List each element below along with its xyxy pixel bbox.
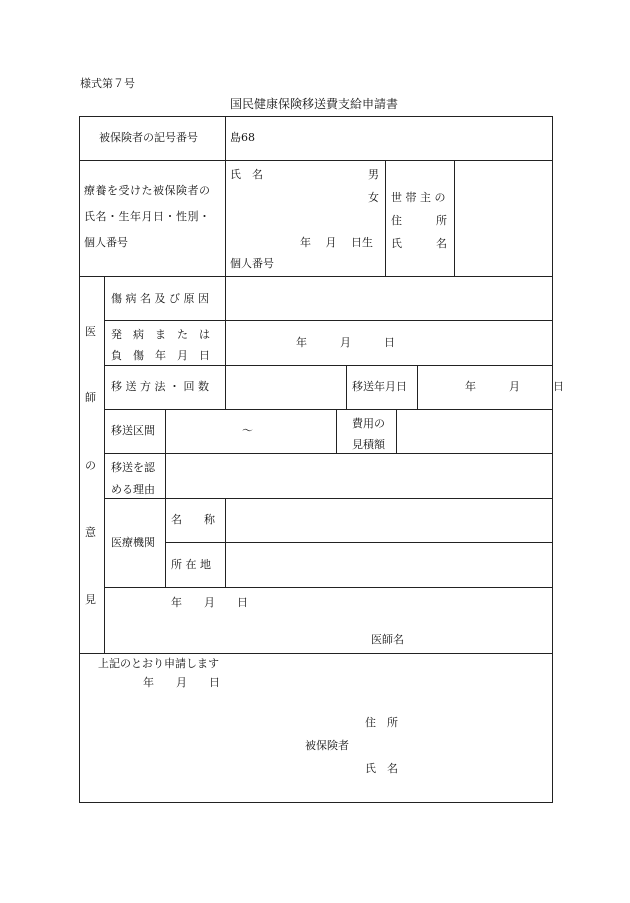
patient-label-line2: 氏名・生年月日・性別・ [84,210,211,223]
household-head-label: 世 帯 主 の [391,191,446,204]
transport-section-value: ～ [242,424,253,437]
form-number: 様式第７号 [80,77,135,90]
opinion-date: 年 月 日 [171,596,248,609]
transport-method-label: 移 送 方 法 ・ 回 数 [111,380,209,393]
transport-section-label: 移送区間 [111,424,155,437]
birth-date: 年 月 日生 [300,236,373,249]
onset-label-line2: 負 傷 年 月 日 [111,349,210,362]
institution-name-label: 名 称 [171,513,215,526]
doctor-name-label: 医師名 [371,633,404,646]
institution-address-label: 所 在 地 [171,558,211,571]
patient-label-line3: 個人番号 [84,236,128,249]
applicant-insured-label: 被保険者 [305,739,349,752]
side-char-5: 見 [85,593,96,606]
household-name-label-b: 名 [436,237,447,250]
household-address-label-b: 所 [436,214,447,227]
applicant-name-label: 氏 名 [365,762,398,775]
institution-label: 医療機関 [111,536,155,549]
application-date: 年 月 日 [143,676,220,689]
side-char-4: 意 [85,526,96,539]
side-char-3: の [85,459,96,472]
household-address-label-a: 住 [391,214,402,227]
side-char-1: 医 [85,325,96,338]
onset-label-line1: 発 病 ま た は [111,328,210,341]
personal-number-label: 個人番号 [230,257,274,270]
cost-label-line1: 費用の [352,417,385,430]
applicant-address-label: 住 所 [365,716,398,729]
cost-label-line2: 見積額 [352,438,385,451]
side-char-2: 師 [85,391,96,404]
transport-date-value: 年 月 日 [465,380,564,393]
gender-male: 男 [368,168,379,181]
gender-female: 女 [368,191,379,204]
household-name-label-a: 氏 [391,237,402,250]
insured-number-label: 被保険者の記号番号 [99,131,198,144]
onset-date: 年 月 日 [296,336,395,349]
reason-label-line1: 移送を認 [111,461,155,474]
application-statement: 上記のとおり申請します [98,657,219,670]
patient-label-line1: 療養を受けた被保険者の [84,184,211,197]
disease-label: 傷 病 名 及 び 原 因 [111,292,209,305]
transport-date-label: 移送年月日 [352,380,407,393]
page-title: 国民健康保険移送費支給申請書 [230,97,399,111]
insured-number-value: 島68 [230,131,255,144]
patient-name-label: 氏 名 [230,168,263,181]
reason-label-line2: める理由 [111,483,155,496]
